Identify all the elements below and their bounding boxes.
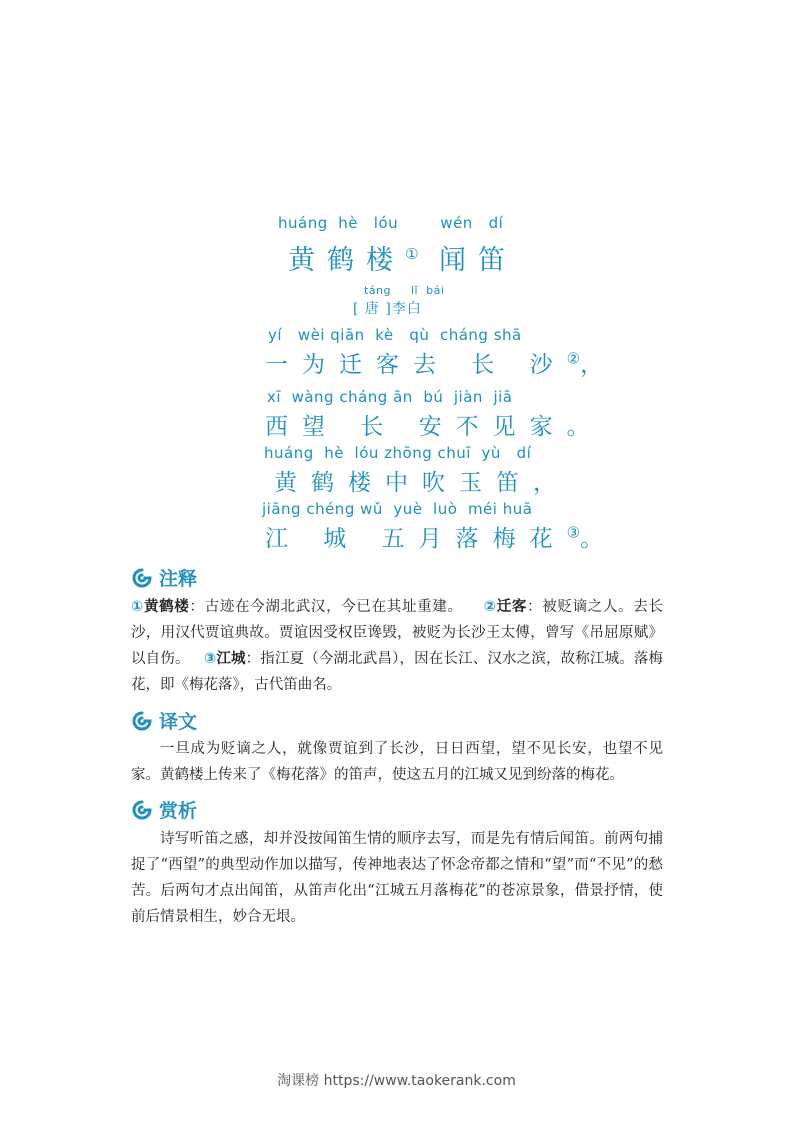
line-4-pinyin: jiāng chéng wǔ yuè luò méi huā <box>262 500 533 518</box>
note-1-num: ① <box>131 599 144 615</box>
line-4 <box>265 520 617 553</box>
appreciation-heading-text: 赏析 <box>159 800 198 822</box>
line-1 <box>265 346 617 379</box>
swirl-icon <box>131 710 153 732</box>
swirl-icon <box>131 799 153 821</box>
note-3-text: ：指江夏（今湖北武昌），因在长江、汉水之滨，故称江城。落梅花，即《梅花落》，古代笛曲名。 <box>131 651 664 693</box>
line-2 <box>265 408 604 441</box>
line-3 <box>274 464 570 497</box>
line-4-text: 江 城 五月落梅花 <box>265 526 567 552</box>
line-3-end: ， <box>533 470 570 496</box>
poem-title <box>288 238 517 277</box>
appreciation-heading <box>131 796 197 823</box>
poem-title-part1: 黄鹤楼 <box>288 245 405 276</box>
notes-heading-text: 注释 <box>159 568 198 590</box>
note-1-text: ：古迹在今湖北武汉，今已在其址重建。 <box>189 599 463 615</box>
notes-heading <box>131 564 197 591</box>
appreciation-body: 诗写听笛之感，却并没按闻笛生情的顺序去写，而是先有情后闻笛。前两句捕捉了“西望”的典型动作加以描写，传神地表达了怀念帝都之情和“望”而“不见”的愁苦。后两句才点出闻笛，从笛声化出“江城五月落梅花”的苍凉景象，借景抒情，使前后情景相生，妙合无垠。 <box>131 831 663 925</box>
translation-heading <box>131 707 197 734</box>
note-2-num: ② <box>483 599 497 615</box>
note-3-term: 江城 <box>216 651 246 667</box>
line-1-end: ， <box>580 352 618 378</box>
translation-body: 一旦成为贬谪之人，就像贾谊到了长沙，日日西望，望不见长安，也望不见家。黄鹤楼上传来了《梅花落》的笛声，使这五月的江城又见到纷落的梅花。 <box>131 741 663 783</box>
footer-watermark: 淘课榜 https://www.taokerank.com <box>277 1073 516 1089</box>
poem-title-part2: 闻笛 <box>439 245 518 276</box>
swirl-icon <box>131 567 153 589</box>
note-2-term: 迁客 <box>496 599 528 615</box>
line-1-pinyin: yí wèi qiān kè qù cháng shā <box>268 326 522 344</box>
line-4-note-mark: ③ <box>566 523 581 542</box>
line-1-text: 一为迁客去 长 沙 <box>265 352 567 378</box>
line-3-text: 黄鹤楼中吹玉笛 <box>274 470 533 496</box>
line-2-pinyin: xī wàng cháng ān bú jiàn jiā <box>267 388 513 406</box>
title-note-mark: ① <box>405 245 419 263</box>
line-1-note-mark: ② <box>566 349 581 368</box>
author-pinyin: táng lǐ bái <box>364 284 445 297</box>
line-4-end: 。 <box>580 526 618 552</box>
note-2-text: ：被贬谪之人。去长沙，用汉代贾谊典故。贾谊因受权臣谗毁，被贬为长沙王太傅，曾写《吊屈原赋》以自伤。 <box>131 599 664 667</box>
note-1-term: 黄鹤楼 <box>143 599 190 615</box>
notes-body <box>131 594 663 698</box>
author: [ 唐 ]李白 <box>353 301 422 317</box>
title-pinyin: huáng hè lóu wén dí <box>278 214 504 232</box>
translation-heading-text: 译文 <box>159 711 198 733</box>
line-2-text: 西望 长 安不见家 <box>265 414 567 440</box>
note-3-num: ③ <box>203 651 217 667</box>
line-3-pinyin: huáng hè lóu zhōng chuī yù dí <box>264 444 532 462</box>
line-2-end: 。 <box>566 414 604 440</box>
